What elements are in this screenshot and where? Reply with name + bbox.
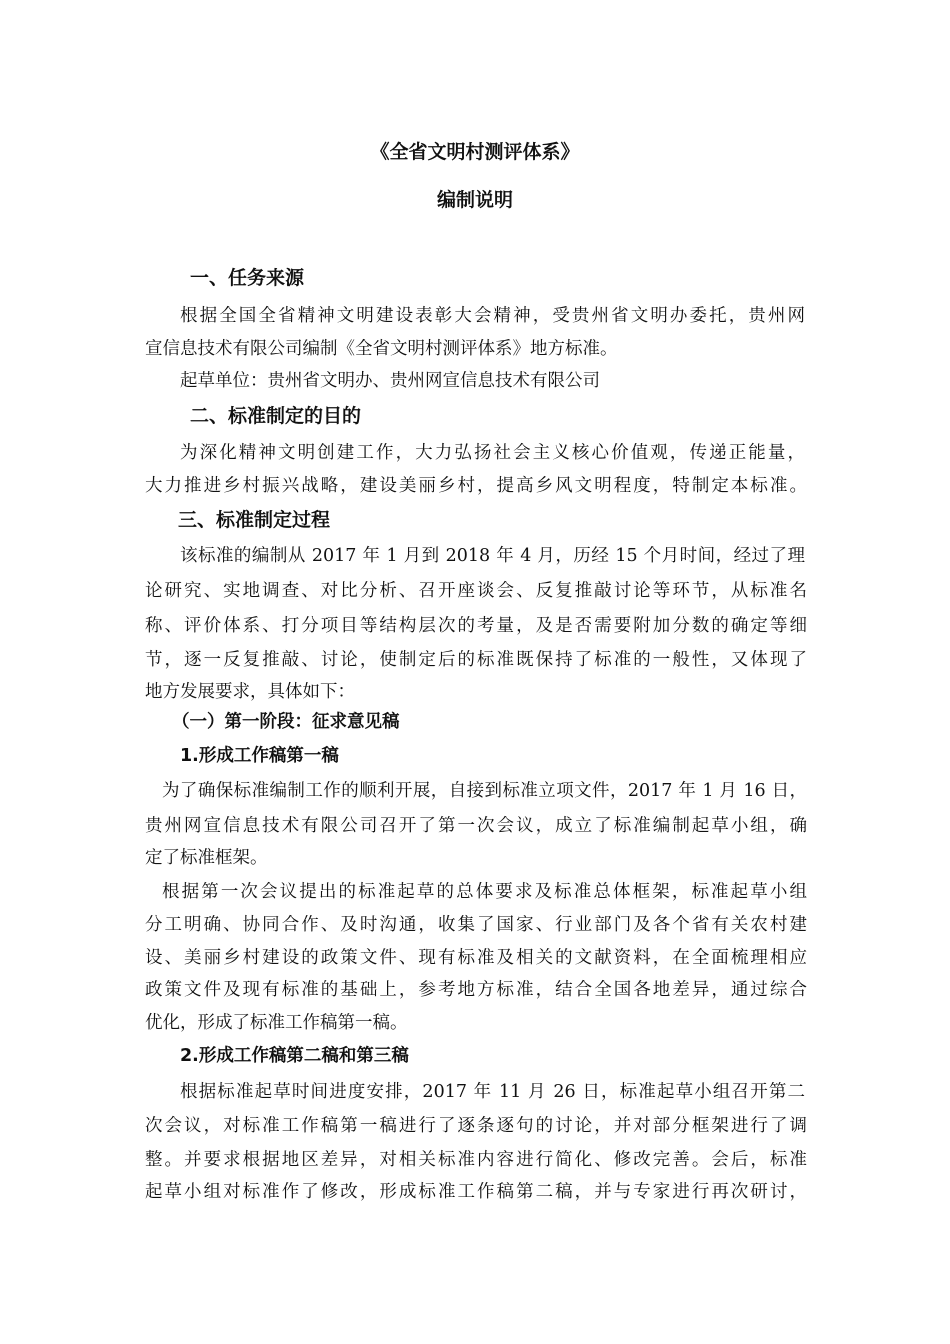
section-heading: 二、标准制定的目的 bbox=[190, 405, 362, 427]
paragraph-line: 大力推进乡村振兴战略，建设美丽乡村，提高乡风文明程度，特制定本标准。 bbox=[145, 476, 807, 496]
paragraph-line: 地方发展要求，具体如下： bbox=[145, 682, 355, 702]
stage-heading: （一）第一阶段：征求意见稿 bbox=[172, 712, 400, 732]
section-heading: 三、标准制定过程 bbox=[178, 509, 331, 531]
paragraph-line: 起草单位：贵州省文明办、贵州网宣信息技术有限公司 bbox=[180, 371, 600, 391]
section-heading: 一、任务来源 bbox=[190, 267, 305, 289]
document-title: 《全省文明村测评体系》 bbox=[370, 141, 580, 163]
paragraph-line: 定了标准框架。 bbox=[145, 848, 268, 868]
paragraph-line: 根据全国全省精神文明建设表彰大会精神，受贵州省文明办委托，贵州网 bbox=[180, 306, 805, 326]
paragraph-line: 称、评价体系、打分项目等结构层次的考量，及是否需要附加分数的确定等细 bbox=[145, 616, 807, 636]
subsection-heading: 2.形成工作稿第二稿和第三稿 bbox=[180, 1046, 409, 1066]
paragraph-line: 起草小组对标准作了修改，形成标准工作稿第二稿，并与专家进行再次研讨， bbox=[145, 1182, 807, 1202]
paragraph-line: 根据第一次会议提出的标准起草的总体要求及标准总体框架，标准起草小组 bbox=[162, 882, 807, 902]
paragraph-line: 节，逐一反复推敲、讨论，使制定后的标准既保持了标准的一般性，又体现了 bbox=[145, 650, 807, 670]
document-subtitle: 编制说明 bbox=[436, 189, 513, 211]
paragraph-line: 次会议，对标准工作稿第一稿进行了逐条逐句的讨论，并对部分框架进行了调 bbox=[145, 1116, 807, 1136]
paragraph-line: 设、美丽乡村建设的政策文件、现有标准及相关的文献资料，在全面梳理相应 bbox=[145, 948, 807, 968]
paragraph-line: 论研究、实地调查、对比分析、召开座谈会、反复推敲讨论等环节，从标准名 bbox=[145, 581, 807, 601]
paragraph-line: 宣信息技术有限公司编制《全省文明村测评体系》地方标准。 bbox=[145, 339, 618, 359]
paragraph-line: 根据标准起草时间进度安排，2017 年 11 月 26 日，标准起草小组召开第二 bbox=[180, 1082, 805, 1102]
paragraph-line: 整。并要求根据地区差异，对相关标准内容进行简化、修改完善。会后，标准 bbox=[145, 1150, 807, 1170]
paragraph-line: 优化，形成了标准工作稿第一稿。 bbox=[145, 1013, 408, 1033]
paragraph-line: 贵州网宣信息技术有限公司召开了第一次会议，成立了标准编制起草小组，确 bbox=[145, 816, 807, 836]
subsection-heading: 1.形成工作稿第一稿 bbox=[180, 746, 339, 766]
paragraph-line: 为了确保标准编制工作的顺利开展，自接到标准立项文件，2017 年 1 月 16 日， bbox=[162, 781, 807, 801]
paragraph-line: 政策文件及现有标准的基础上，参考地方标准，结合全国各地差异，通过综合 bbox=[145, 980, 807, 1000]
paragraph-line: 分工明确、协同合作、及时沟通，收集了国家、行业部门及各个省有关农村建 bbox=[145, 915, 807, 935]
paragraph-line: 该标准的编制从 2017 年 1 月到 2018 年 4 月，历经 15 个月时间，经过了理 bbox=[180, 546, 805, 566]
paragraph-line: 为深化精神文明创建工作，大力弘扬社会主义核心价值观，传递正能量， bbox=[180, 443, 805, 463]
